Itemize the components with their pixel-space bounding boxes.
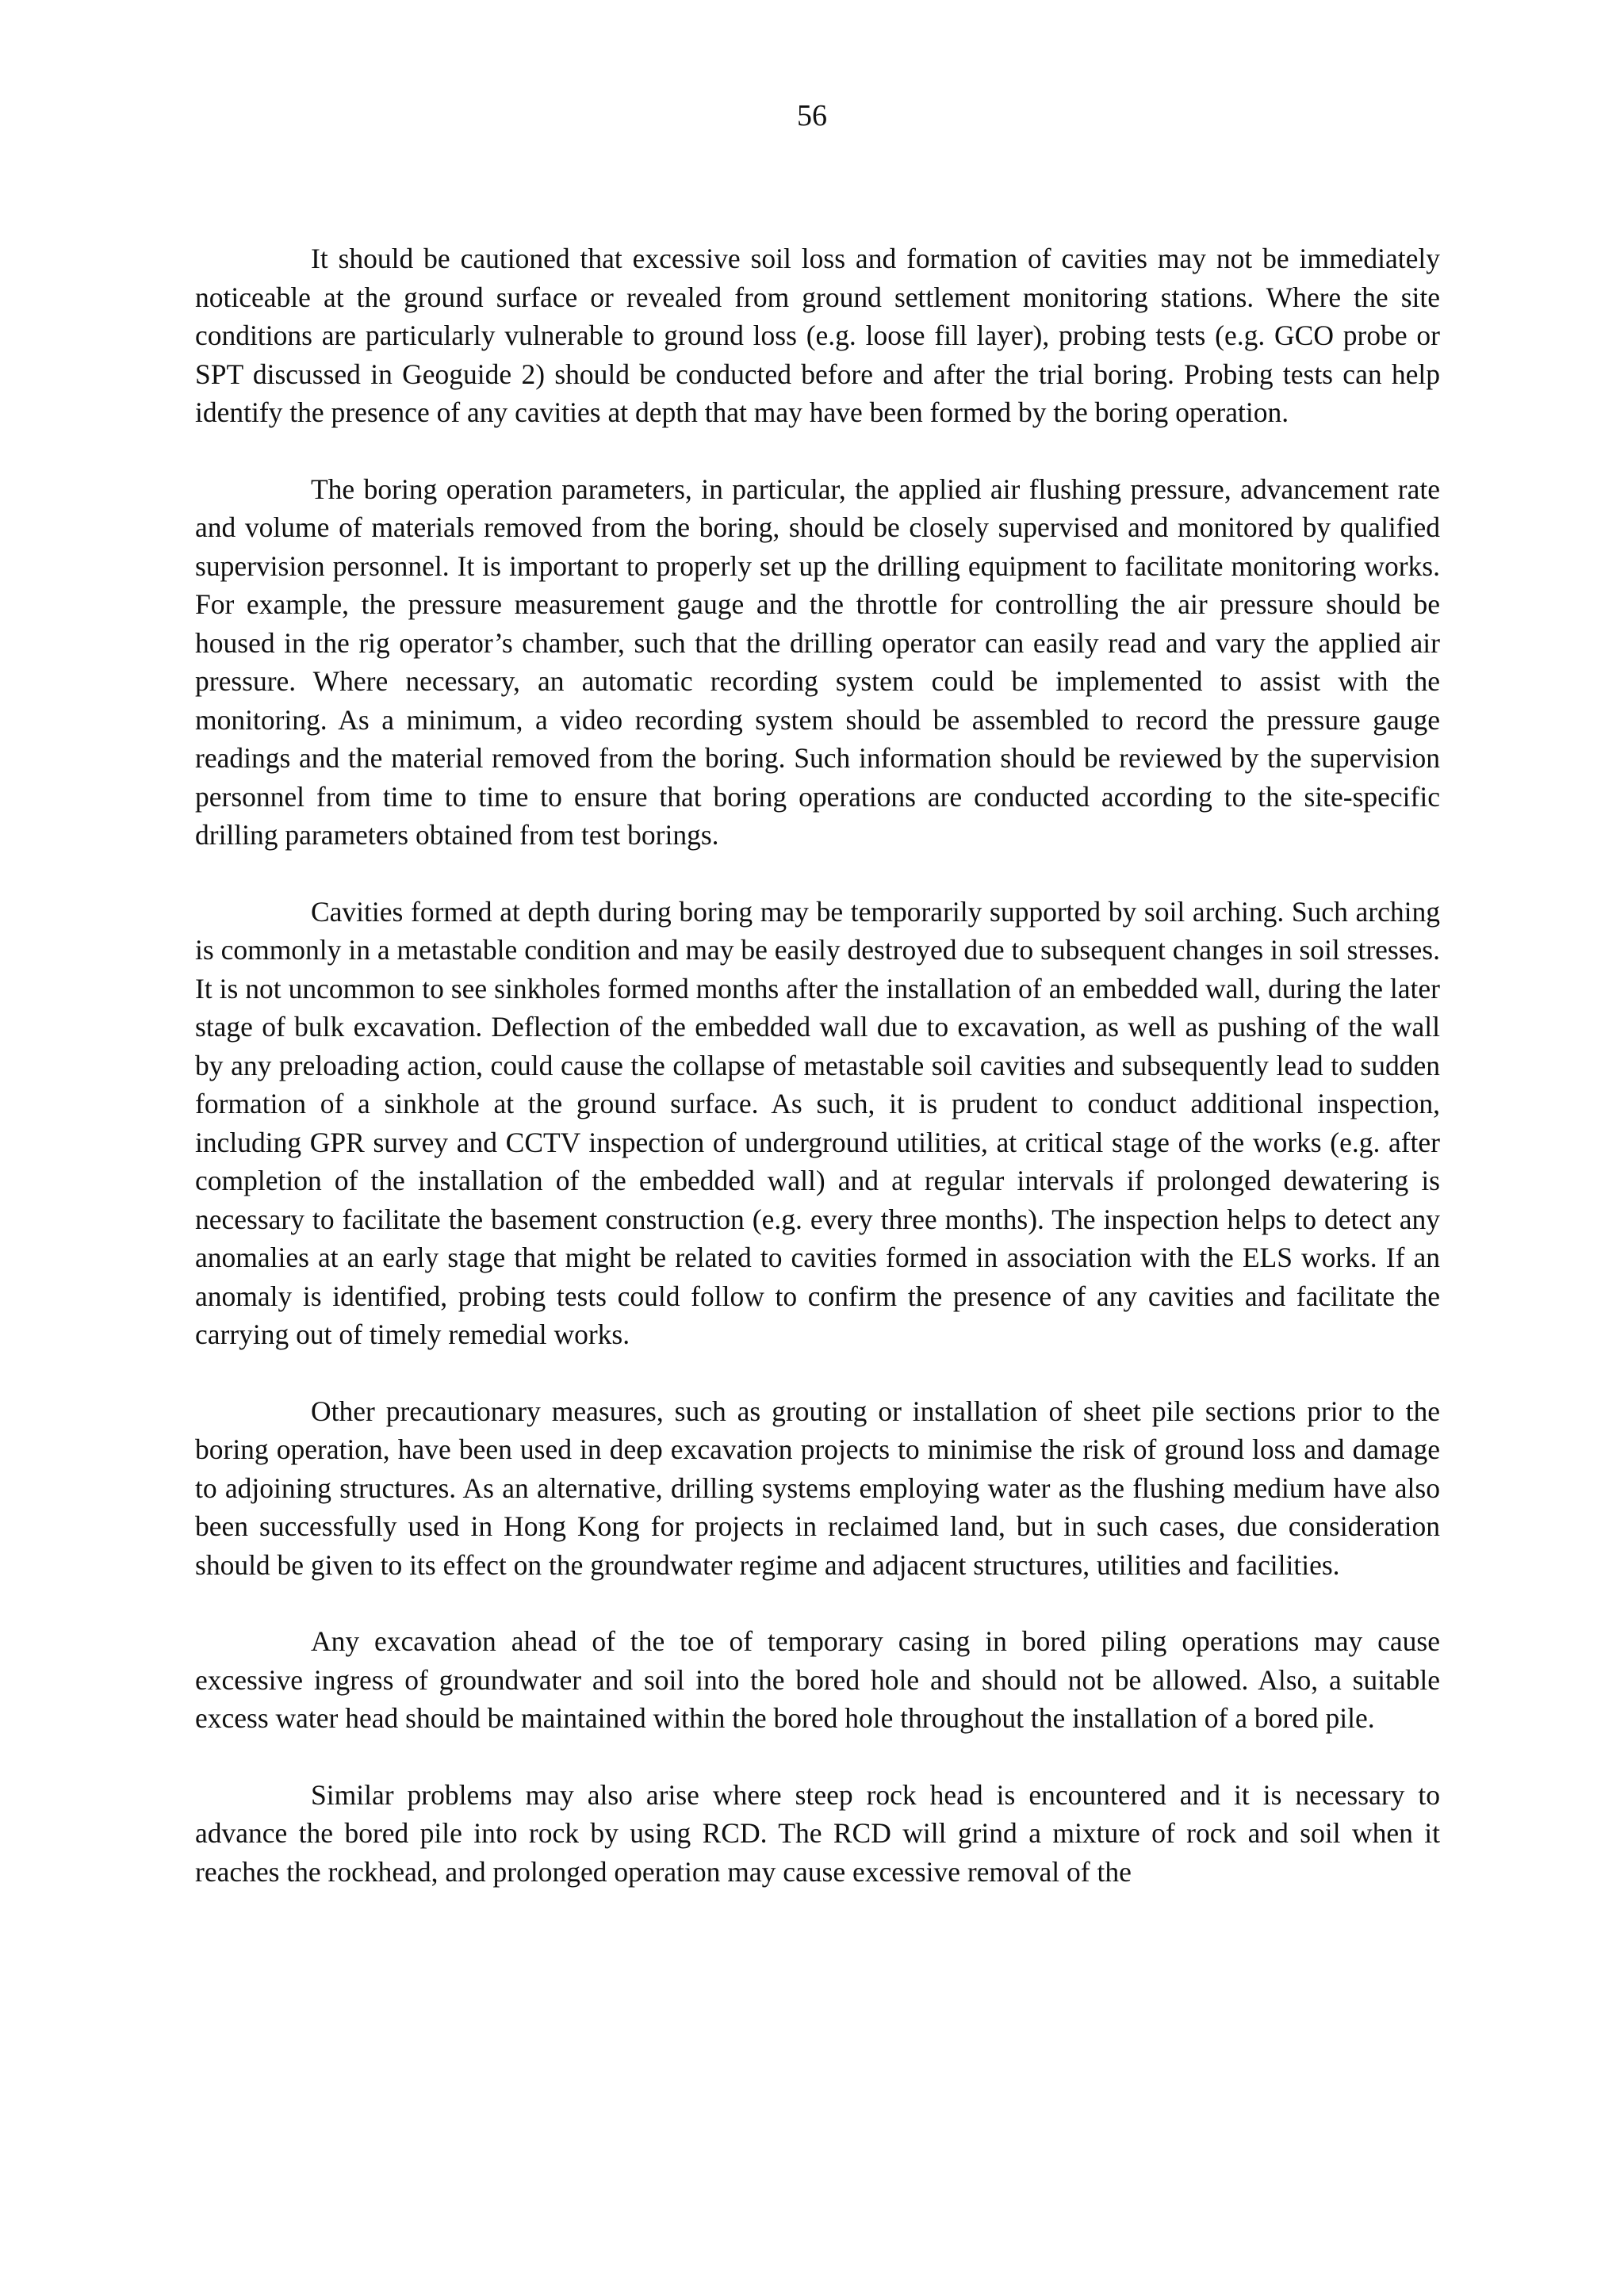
- paragraph-rock-head: Similar problems may also arise where steep rock head is encountered and it is necessary to advance the bored pile into rock by using RCD. The RCD will grind a mixture of rock and soil when it reaches the rockhead, and prolonged operation may cause excessive removal of the: [195, 1778, 1440, 1888]
- paragraph-boring-parameters: The boring operation parameters, in particular, the applied air flushing pressure, advancement rate and volume of materials removed from the boring, should be closely supervised and monitored by qualified supervision personnel. It is important to properly set up the drilling equipment to facilitate monitoring works. For example, the pressure measurement gauge and the throttle for controlling the air pressure should be housed in the rig operator’s chamber, such that the drilling operator can easily read and vary the applied air pressure. Where necessary, an automatic recording system could be implemented to assist with the monitoring. As a minimum, a video recording system should be assembled to record the pressure gauge readings and the material removed from the boring. Such information should be reviewed by the supervision personnel from time to time to ensure that boring operations are conducted according to the site-specific drilling parameters obtained from test borings.: [195, 473, 1440, 851]
- body-text: [195, 239, 1440, 1929]
- paragraph-soil-loss-cavities: It should be cautioned that excessive soil loss and formation of cavities may not be immediately noticeable at the ground surface or revealed from ground settlement monitoring stations. Where the site conditions are particularly vulnerable to ground loss (e.g. loose fill layer), probing tests (e.g. GCO probe or SPT discussed in Geoguide 2) should be conducted before and after the trial boring. Probing tests can help identify the presence of any cavities at depth that may have been formed by the boring operation.: [195, 243, 1440, 428]
- paragraph-bored-piling: Any excavation ahead of the toe of temporary casing in bored piling operations may cause excessive ingress of groundwater and soil into the bored hole and should not be allowed. Also, a suitable excess water head should be maintained within the bored hole throughout the installation of a bored pile.: [195, 1625, 1440, 1734]
- paragraph-soil-arching: Cavities formed at depth during boring may be temporarily supported by soil arching. Such arching is commonly in a metastable condition and may be easily destroyed due to subsequent changes in soil stresses. It is not uncommon to see sinkholes formed months after the installation of an embedded wall, during the later stage of bulk excavation. Deflection of the embedded wall due to excavation, as well as pushing of the wall by any preloading action, could cause the collapse of metastable soil cavities and subsequently lead to sudden formation of a sinkhole at the ground surface. As such, it is prudent to conduct additional inspection, including GPR survey and CCTV inspection of underground utilities, at critical stage of the works (e.g. after completion of the installation of the embedded wall) and at regular intervals if prolonged dewatering is necessary to facilitate the basement construction (e.g. every three months). The inspection helps to detect any anomalies at an early stage that might be related to cavities formed in association with the ELS works. If an anomaly is identified, probing tests could follow to confirm the presence of any cavities and facilitate the carrying out of timely remedial works.: [195, 895, 1440, 1350]
- page-number: 56: [797, 99, 827, 132]
- paragraph-precautionary-measures: Other precautionary measures, such as grouting or installation of sheet pile sections prior to the boring operation, have been used in deep excavation projects to minimise the risk of ground loss and damage to adjoining structures. As an alternative, drilling systems employing water as the flushing medium have also been successfully used in Hong Kong for projects in reclaimed land, but in such cases, due consideration should be given to its effect on the groundwater regime and adjacent structures, utilities and facilities.: [195, 1395, 1440, 1581]
